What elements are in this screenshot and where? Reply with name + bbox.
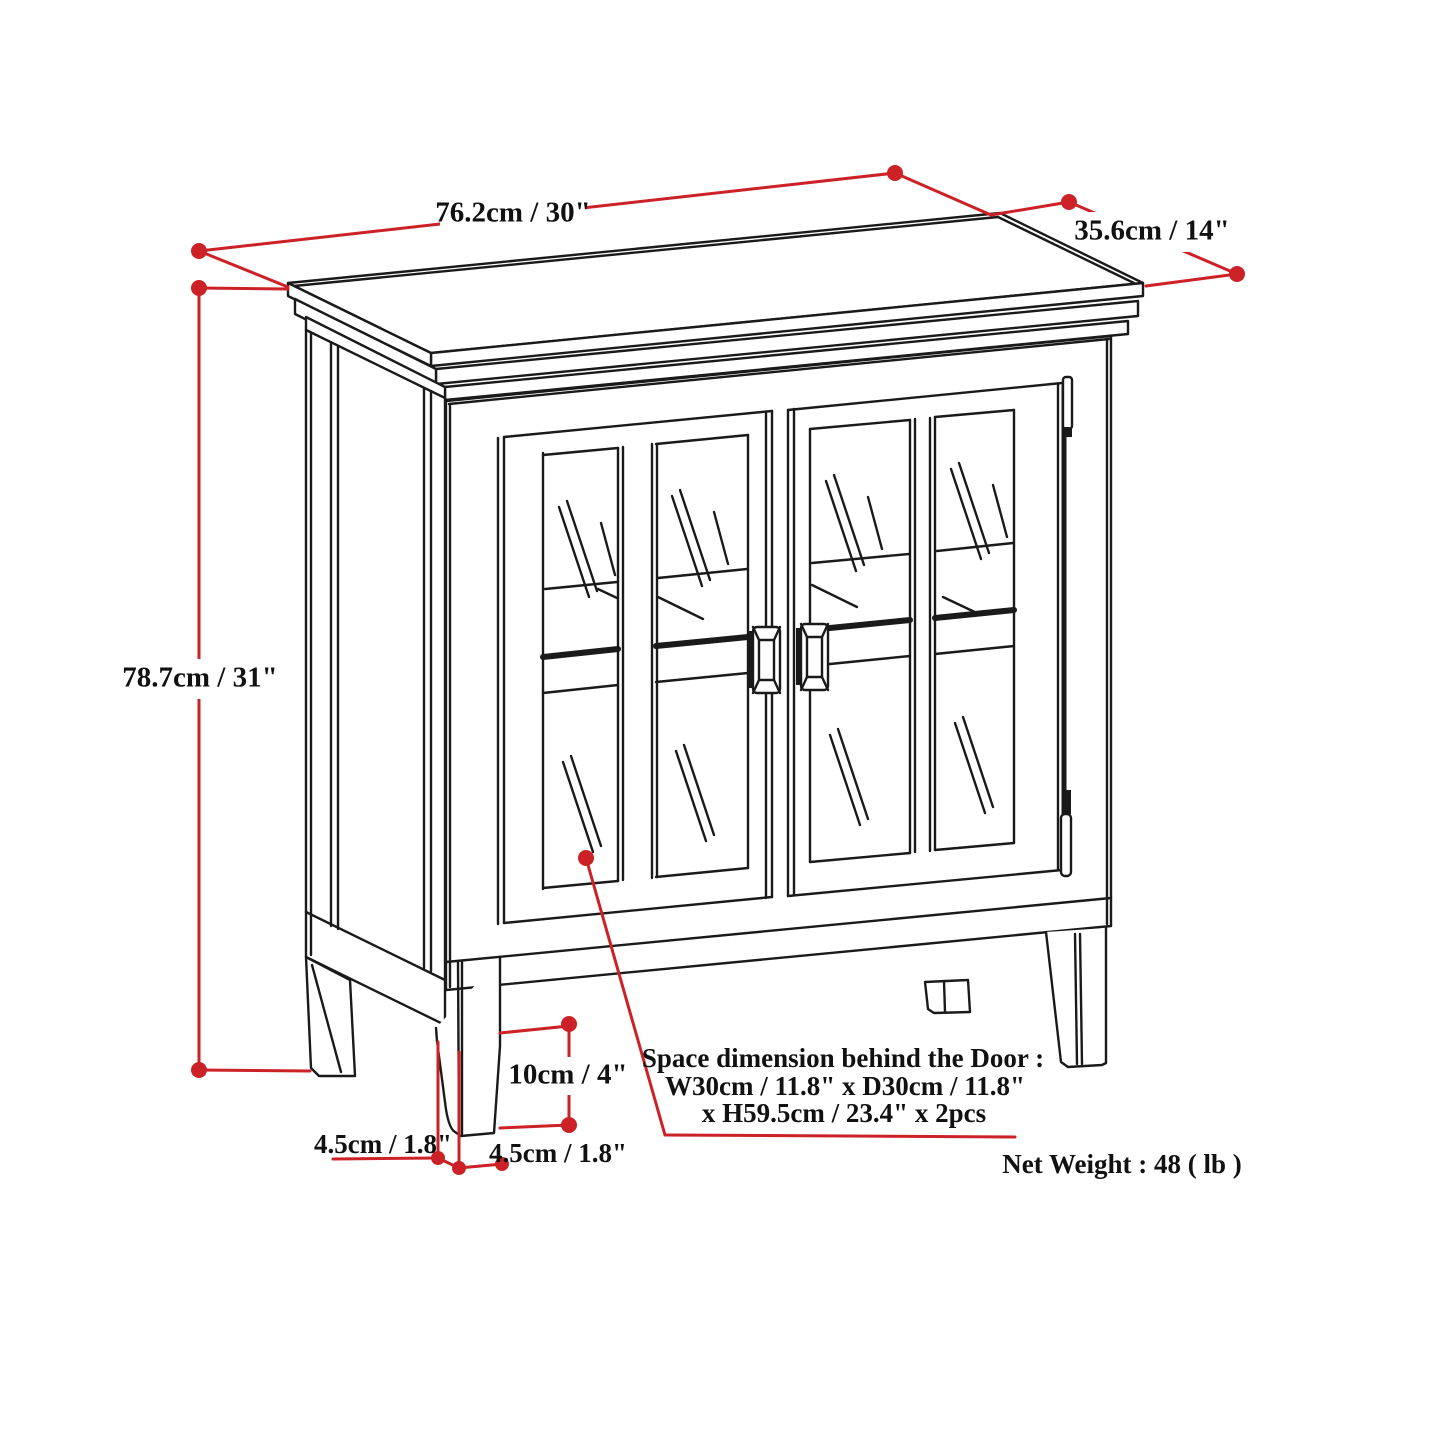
- back-right-leg: [925, 980, 970, 1013]
- dimension-dot: [887, 165, 903, 181]
- leg-corner-line: [944, 981, 945, 1012]
- dimension-dot: [561, 1117, 577, 1133]
- space-note-line3: x H59.5cm / 23.4" x 2pcs: [701, 1098, 987, 1129]
- dimension-dot: [1229, 266, 1245, 282]
- front-right-leg: [1046, 928, 1106, 1067]
- dimension-dot: [191, 280, 207, 296]
- top-width-label: 76.2cm / 30": [435, 196, 591, 229]
- net-weight-label: Net Weight : 48 ( lb ): [1002, 1149, 1242, 1180]
- cabinet-outline: [288, 213, 1143, 1136]
- leg-outline: [925, 980, 970, 1013]
- hinge-cap: [1063, 427, 1072, 437]
- dimension-dot: [578, 850, 594, 866]
- hinge-barrel: [1061, 814, 1071, 876]
- note-underline: [665, 1135, 1015, 1137]
- left-side-panel: [306, 330, 445, 1025]
- space-note-line1: Space dimension behind the Door :: [641, 1043, 1045, 1074]
- dimension-dot: [452, 1161, 466, 1175]
- door-handle-left: [748, 627, 780, 693]
- dimension-dot: [191, 243, 207, 259]
- overall-height-label: 78.7cm / 31": [122, 661, 278, 694]
- leg-height-label: 10cm / 4": [508, 1058, 628, 1091]
- handle-face: [807, 637, 822, 677]
- door-handle-right: [796, 624, 828, 690]
- dimension-leader: [500, 1125, 569, 1128]
- hinge-top: [1063, 377, 1072, 437]
- dimension-dot: [191, 1062, 207, 1078]
- top-depth-label: 35.6cm / 14": [1074, 214, 1230, 247]
- dimension-leader: [199, 1070, 310, 1071]
- dimension-leader: [1146, 274, 1237, 286]
- dimension-leader: [199, 288, 288, 289]
- space-note: [642, 1043, 1044, 1128]
- dimension-leader: [991, 202, 1069, 215]
- dimension-dot: [561, 1016, 577, 1032]
- dimension-leader: [199, 251, 288, 287]
- dimension-dot: [1061, 194, 1077, 210]
- dimension-leader: [500, 1026, 569, 1033]
- hinge-barrel: [1063, 377, 1072, 429]
- leg-base-side-label: 4.5cm / 1.8": [314, 1129, 452, 1160]
- hinge-cap: [1064, 790, 1071, 814]
- leg-base-front-label: 4.5cm / 1.8": [489, 1138, 627, 1169]
- dimension-leader: [895, 173, 991, 215]
- space-note-line2: W30cm / 11.8" x D30cm / 11.8": [665, 1071, 1025, 1102]
- handle-face: [759, 640, 774, 680]
